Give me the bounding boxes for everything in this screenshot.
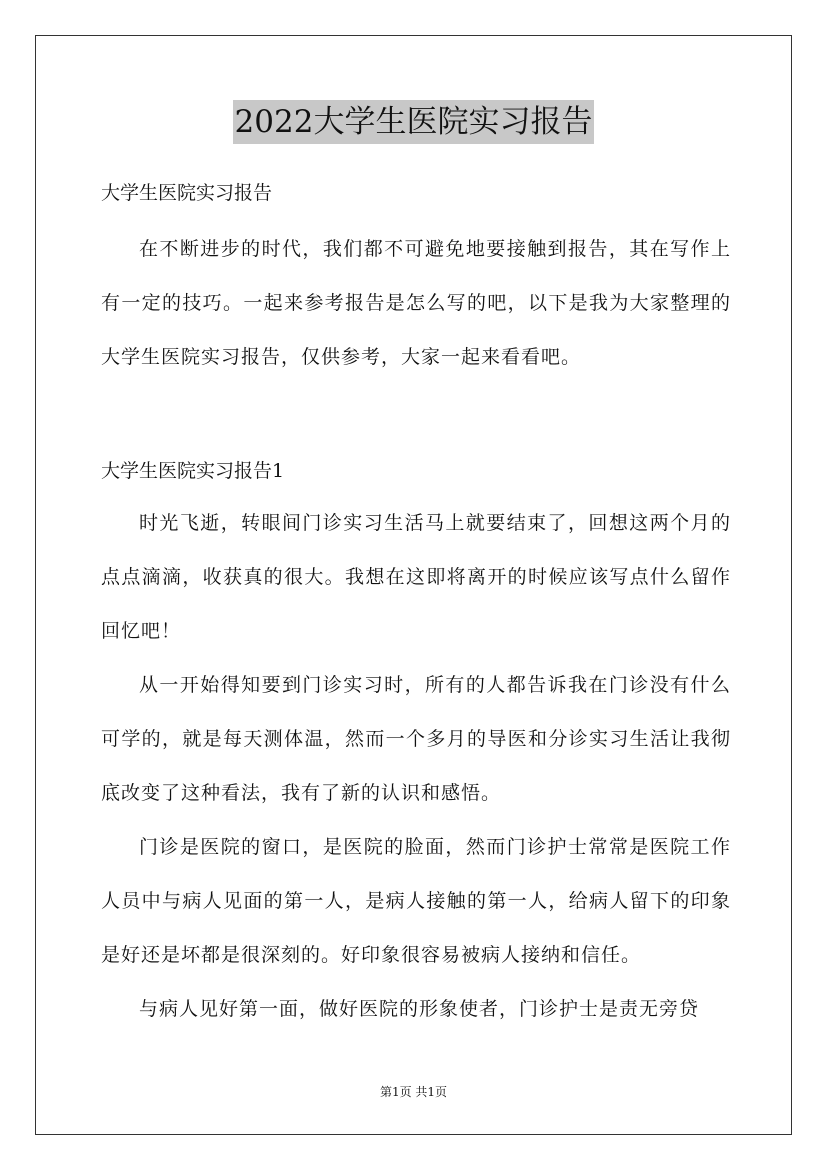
- intro-heading: 大学生医院实习报告: [101, 182, 273, 204]
- document-title: 2022大学生医院实习报告: [233, 100, 595, 144]
- body-paragraph: 门诊是医院的窗口，是医院的脸面，然而门诊护士常常是医院工作人员中与病人见面的第一人，是病人接触的第一人，给病人留下的印象是好还是坏都是很深刻的。好印象很容易被病人接纳和信任。: [101, 836, 731, 966]
- document-body: [101, 170, 731, 1036]
- title-container: [0, 100, 827, 144]
- body-paragraph: 从一开始得知要到门诊实习时，所有的人都告诉我在门诊没有什么可学的，就是每天测体温，然而一个多月的导医和分诊实习生活让我彻底改变了这种看法，我有了新的认识和感悟。: [101, 674, 731, 804]
- section-heading: 大学生医院实习报告1: [101, 460, 285, 482]
- page-footer: 第1页 共1页: [379, 1085, 448, 1099]
- intro-paragraph: 在不断进步的时代，我们都不可避免地要接触到报告，其在写作上有一定的技巧。一起来参考报告是怎么写的吧，以下是我为大家整理的大学生医院实习报告，仅供参考，大家一起来看看吧。: [101, 238, 731, 368]
- body-paragraph: 时光飞逝，转眼间门诊实习生活马上就要结束了，回想这两个月的点点滴滴，收获真的很大。我想在这即将离开的时候应该写点什么留作回忆吧！: [101, 512, 731, 642]
- body-paragraph: 与病人见好第一面，做好医院的形象使者，门诊护士是责无旁贷: [139, 998, 700, 1020]
